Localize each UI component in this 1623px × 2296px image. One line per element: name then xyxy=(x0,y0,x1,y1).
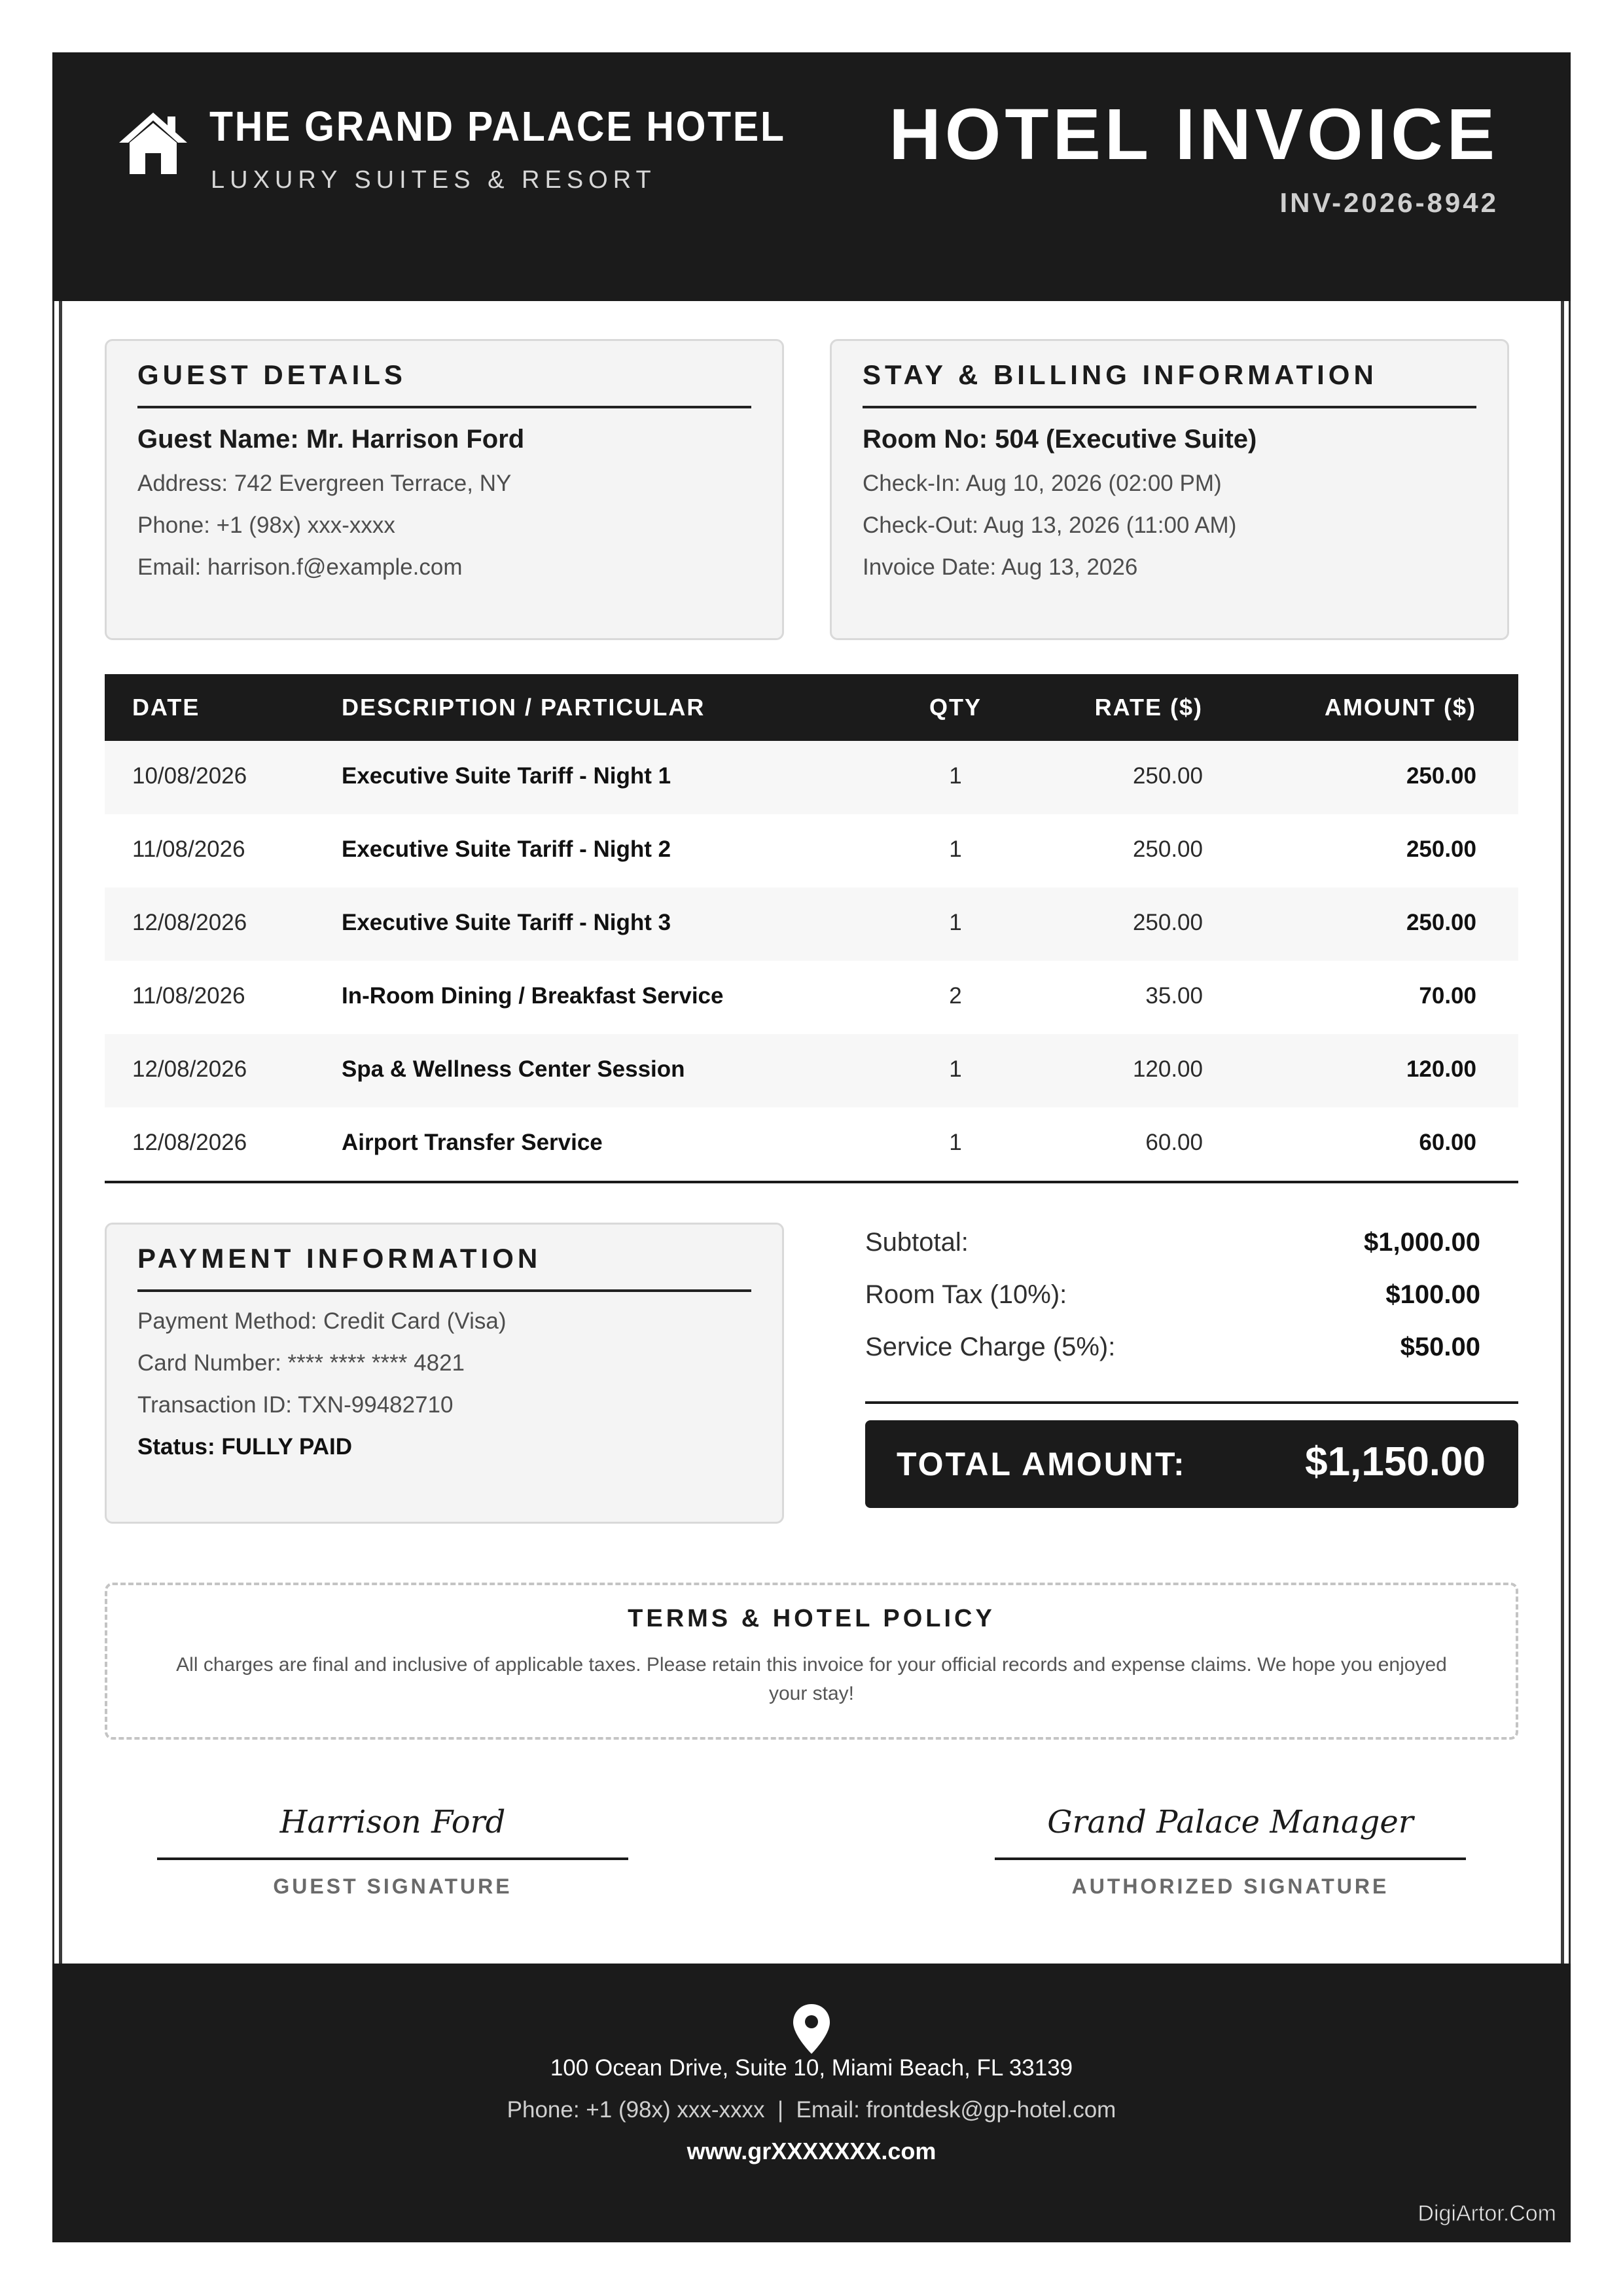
invoice-footer xyxy=(52,1964,1571,2242)
total-amount-value: $1,150.00 xyxy=(1305,1439,1486,1484)
row-date: 12/08/2026 xyxy=(132,1130,247,1155)
payment-info-card xyxy=(105,1223,784,1524)
hotel-address: 100 Ocean Drive, Suite 10, Miami Beach, FL 33139 xyxy=(550,2055,1073,2081)
hotel-tagline: LUXURY SUITES & RESORT xyxy=(211,166,656,194)
guest-address: Address: 742 Evergreen Terrace, NY xyxy=(137,471,512,496)
terms-title: TERMS & HOTEL POLICY xyxy=(628,1605,995,1632)
hotel-website[interactable]: www.grXXXXXXX.com xyxy=(687,2138,936,2164)
room-number: Room No: 504 (Executive Suite) xyxy=(863,425,1257,454)
left-border-rule xyxy=(59,301,62,1964)
row-amount: 70.00 xyxy=(1419,983,1476,1009)
service-charge-value: $50.00 xyxy=(1400,1333,1480,1361)
card-number: Card Number: **** **** **** 4821 xyxy=(137,1350,465,1376)
guest-phone: Phone: +1 (98x) xxx-xxxx xyxy=(137,512,395,538)
guest-name: Guest Name: Mr. Harrison Ford xyxy=(137,425,525,454)
total-amount-label: TOTAL AMOUNT: xyxy=(897,1446,1186,1482)
table-bottom-rule xyxy=(105,1181,1518,1183)
row-date: 12/08/2026 xyxy=(132,910,247,935)
header-rate: RATE ($) xyxy=(1094,694,1203,721)
row-date: 11/08/2026 xyxy=(132,983,245,1009)
table-header xyxy=(105,674,1518,741)
row-description: Airport Transfer Service xyxy=(342,1130,603,1155)
header-amount: AMOUNT ($) xyxy=(1325,694,1476,721)
totals-divider xyxy=(865,1401,1518,1404)
guest-details-title: GUEST DETAILS xyxy=(137,359,406,390)
check-in: Check-In: Aug 10, 2026 (02:00 PM) xyxy=(863,471,1222,496)
row-description: Executive Suite Tariff - Night 1 xyxy=(342,763,671,789)
location-pin-icon xyxy=(791,2003,832,2055)
payment-info-title: PAYMENT INFORMATION xyxy=(137,1243,542,1274)
row-qty: 1 xyxy=(949,836,962,862)
row-date: 11/08/2026 xyxy=(132,836,245,862)
payment-method: Payment Method: Credit Card (Visa) xyxy=(137,1308,507,1334)
authorized-signature-label: AUTHORIZED SIGNATURE xyxy=(1071,1874,1389,1898)
check-out: Check-Out: Aug 13, 2026 (11:00 AM) xyxy=(863,512,1237,538)
row-rate: 250.00 xyxy=(1132,763,1203,789)
authorized-signature: Grand Palace Manager xyxy=(1047,1804,1414,1840)
terms-text: All charges are final and inclusive of applicable taxes. Please retain this invoice for your official records and expense claims. We hope you enjoyed your stay! xyxy=(176,1654,1447,1704)
tax-label: Room Tax (10%): xyxy=(865,1280,1067,1309)
row-rate: 60.00 xyxy=(1145,1130,1203,1155)
row-description: In-Room Dining / Breakfast Service xyxy=(342,983,724,1009)
row-amount: 60.00 xyxy=(1419,1130,1476,1155)
row-rate: 250.00 xyxy=(1132,910,1203,935)
table-row xyxy=(105,888,1518,961)
guest-signature-line xyxy=(157,1857,628,1860)
row-description: Spa & Wellness Center Session xyxy=(342,1056,685,1082)
service-charge-label: Service Charge (5%): xyxy=(865,1333,1116,1361)
header-date: DATE xyxy=(132,694,200,721)
invoice-date: Invoice Date: Aug 13, 2026 xyxy=(863,554,1138,580)
line-items-table xyxy=(105,674,1518,1183)
total-amount-box xyxy=(865,1420,1518,1508)
table-row xyxy=(105,1034,1518,1107)
row-rate: 35.00 xyxy=(1145,983,1203,1009)
right-border-rule xyxy=(1561,301,1564,1964)
row-rate: 120.00 xyxy=(1132,1056,1203,1082)
row-date: 12/08/2026 xyxy=(132,1056,247,1082)
document-title: HOTEL INVOICE xyxy=(889,94,1499,175)
row-description: Executive Suite Tariff - Night 2 xyxy=(342,836,671,862)
transaction-id: Transaction ID: TXN-99482710 xyxy=(137,1392,454,1418)
table-row xyxy=(105,1107,1518,1181)
payment-status: Status: FULLY PAID xyxy=(137,1434,353,1460)
row-date: 10/08/2026 xyxy=(132,763,247,789)
tax-value: $100.00 xyxy=(1385,1280,1480,1309)
row-amount: 250.00 xyxy=(1406,763,1476,789)
hotel-contact: Phone: +1 (98x) xxx-xxxx | Email: frontdesk@gp-hotel.com xyxy=(507,2097,1116,2123)
row-qty: 1 xyxy=(949,1056,962,1082)
divider xyxy=(137,406,751,408)
guest-signature: Harrison Ford xyxy=(279,1804,506,1840)
row-amount: 250.00 xyxy=(1406,836,1476,862)
guest-details-card xyxy=(105,339,784,640)
subtotal-label: Subtotal: xyxy=(865,1228,969,1257)
stay-billing-card xyxy=(830,339,1509,640)
row-qty: 1 xyxy=(949,763,962,789)
header-qty: QTY xyxy=(929,694,982,721)
subtotal-value: $1,000.00 xyxy=(1364,1228,1480,1257)
guest-email: Email: harrison.f@example.com xyxy=(137,554,463,580)
invoice-header xyxy=(52,52,1571,301)
row-description: Executive Suite Tariff - Night 3 xyxy=(342,910,671,935)
divider xyxy=(137,1289,751,1292)
row-qty: 1 xyxy=(949,1130,962,1155)
row-qty: 1 xyxy=(949,910,962,935)
table-row xyxy=(105,741,1518,814)
header-description: DESCRIPTION / PARTICULAR xyxy=(342,694,705,721)
stay-billing-title: STAY & BILLING INFORMATION xyxy=(863,359,1378,390)
invoice-number: INV-2026-8942 xyxy=(1279,187,1499,218)
guest-signature-label: GUEST SIGNATURE xyxy=(273,1874,512,1898)
table-row xyxy=(105,961,1518,1034)
watermark: DigiArtor.Com xyxy=(1418,2201,1556,2226)
house-icon xyxy=(118,110,188,175)
terms-box xyxy=(105,1583,1518,1740)
table-row xyxy=(105,814,1518,888)
row-amount: 250.00 xyxy=(1406,910,1476,935)
row-amount: 120.00 xyxy=(1406,1056,1476,1082)
hotel-name: THE GRAND PALACE HOTEL xyxy=(209,103,786,150)
row-rate: 250.00 xyxy=(1132,836,1203,862)
authorized-signature-line xyxy=(995,1857,1466,1860)
divider xyxy=(863,406,1476,408)
row-qty: 2 xyxy=(949,983,962,1009)
